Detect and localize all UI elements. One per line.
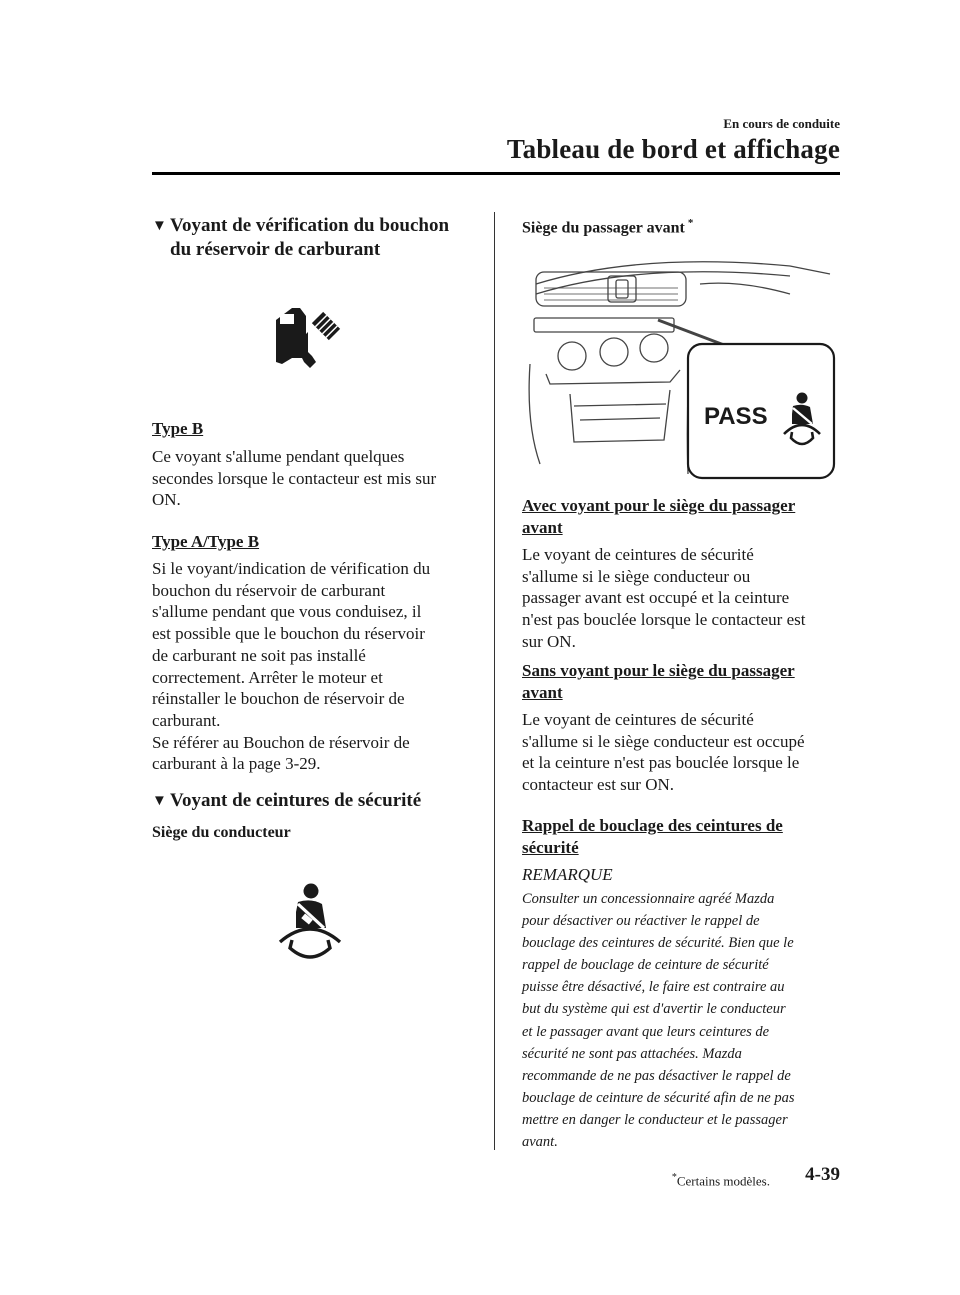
note-line: but du système qui est d'avertir le conducteur [522,1001,786,1018]
text-line: de carburant ne soit pas installé [152,645,366,665]
note-label: REMARQUE [522,865,613,884]
note-line: bouclage des ceintures de sécurité. Bien que le [522,935,794,952]
footnote-text: Certains modèles. [676,1173,770,1189]
text-line: contacteur est sur ON. [522,775,675,795]
text-line: s'allume pendant que vous conduisez, il [152,602,422,622]
note-line: recommande de ne pas désactiver le rappel de [522,1067,791,1084]
reminder-heading [522,815,783,859]
passenger-seat-label-text: Siège du passager avant [522,219,685,237]
note-line: bouclage de ceinture de sécurité afin de ne pas [522,1089,795,1106]
note-line: et le passager avant que leurs ceintures de [522,1023,770,1040]
text-line: n'est pas bouclée lorsque le contacteur est [522,610,806,630]
fuel-cap-heading-line-2: du réservoir de carburant [170,239,381,260]
text-line: s'allume si le siège conducteur est occupé [522,731,805,751]
text-line: et la ceinture n'est pas bouclée lorsque le [522,753,800,773]
with-light-heading [522,495,795,539]
text-line: secondes lorsque le contacteur est mis sur [152,468,437,488]
with-light-text [522,544,805,653]
note-line: avant. [522,1134,558,1151]
text-line: Se référer au Bouchon de réservoir de [152,732,410,752]
page-number: 4-39 [805,1164,840,1185]
without-light-heading-line-1: Sans voyant pour le siège du passager [522,661,795,680]
seatbelt-warning-icon [278,882,342,960]
text-line: carburant. [152,710,221,730]
text-line: réinstaller le bouchon de réservoir de [152,689,405,709]
text-line: sur ON. [522,631,576,651]
asterisk-mark: * [687,217,694,229]
note-line: mettre en danger le conducteur et le passager [522,1111,788,1128]
note-text [522,888,794,1153]
text-line: passager avant est occupé et la ceinture [522,588,790,608]
fuel-cap-heading [152,214,449,262]
passenger-seat-label [522,217,693,237]
section-title: Tableau de bord et affichage [506,134,840,164]
text-line: correctement. Arrêter le moteur et [152,667,383,687]
reminder-heading-line-2: sécurité [522,838,579,857]
note-line: sécurité ne sont pas attachées. Mazda [522,1045,742,1062]
note-line: rappel de bouclage de ceinture de sécurité [522,957,769,974]
type-ab-heading: Type A/Type B [152,532,260,551]
text-line: Ce voyant s'allume pendant quelques [152,447,405,466]
text-line: ON. [152,490,181,510]
dashboard-illustration [520,244,838,486]
pass-label: PASS [704,403,768,430]
fuel-cap-heading-line-1: Voyant de vérification du bouchon [170,215,450,236]
note-line: pour désactiver ou réactiver le rappel de [522,913,760,930]
reminder-heading-line-1: Rappel de bouclage des ceintures de [522,816,783,835]
without-light-text [522,709,805,796]
seatbelt-heading-text: Voyant de ceintures de sécurité [170,790,422,811]
type-b-text [152,446,436,511]
note-line: puisse être désactivé, le faire est contraire au [522,979,785,996]
fuel-cap-warning-icon [270,304,350,376]
asterisk-mark: * [671,1172,677,1183]
with-light-heading-line-1: Avec voyant pour le siège du passager [522,496,796,515]
triangle-bullet-icon: ▼ [152,218,167,234]
text-line: est possible que le bouchon du réservoir [152,624,425,644]
footnote [672,1172,770,1189]
chapter-title: En cours de conduite [723,116,840,131]
text-line: Le voyant de ceintures de sécurité [522,710,754,729]
text-line: s'allume si le siège conducteur ou [522,566,751,586]
driver-seat-label: Siège du conducteur [152,824,291,841]
triangle-bullet-icon: ▼ [152,793,167,809]
header-rule [152,172,840,175]
without-light-heading-line-2: avant [522,683,563,702]
column-divider [494,212,495,1150]
note-line: Consulter un concessionnaire agréé Mazda [522,891,775,907]
text-line: bouchon du réservoir de carburant [152,580,386,600]
without-light-heading [522,660,795,704]
text-line: carburant à la page 3-29. [152,754,321,774]
text-line: Le voyant de ceintures de sécurité [522,545,754,564]
seatbelt-heading [152,789,421,813]
type-b-heading: Type B [152,419,204,438]
type-ab-text [152,558,430,775]
text-line: Si le voyant/indication de vérification du [152,559,431,578]
with-light-heading-line-2: avant [522,518,563,537]
